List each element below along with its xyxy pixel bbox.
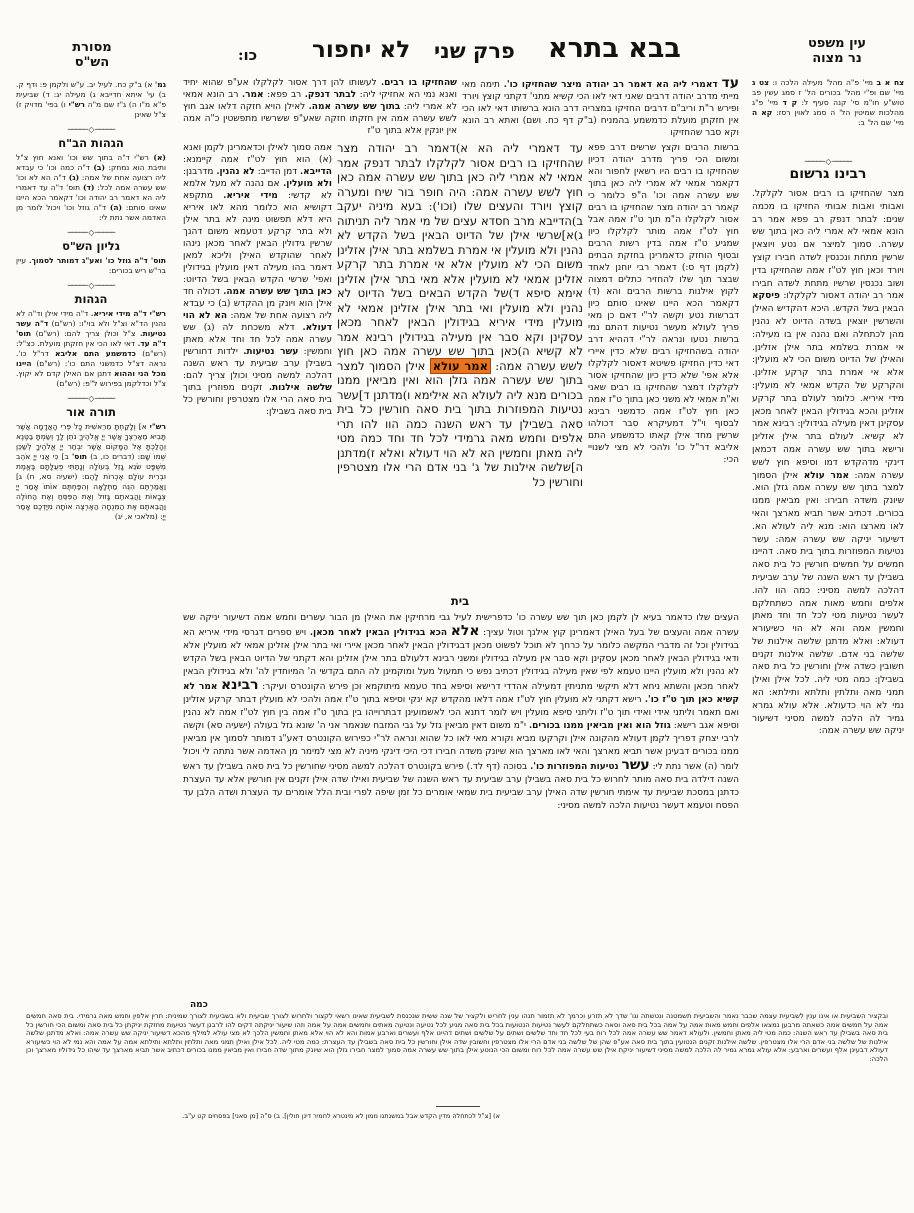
lemma: בתוך שש עשרה אמה. [308, 102, 401, 112]
text-run: מיי' שם ופ"י מהל' בכורים הל' ז סמג עשין פב טוש"ע חו"מ סי' קנה סעיף ל: [752, 88, 904, 107]
hagahot-habach-text [16, 153, 166, 223]
lemma: רש"י [149, 422, 166, 431]
text-run: דתנן אם האילן קדם לא יקוץ. צ"ל וכדלקמן בפירוש ל"פ: (רש"ם) [16, 369, 166, 388]
lemma: נטיעות המפוזרות כו'. [530, 762, 619, 772]
text-run: רב הונא אמאי לא אמרי ליה: [183, 90, 457, 112]
rashbam-top-block [183, 77, 457, 140]
lemma: גוזל הוא ואין מביאין ממנו בכורים. [529, 721, 671, 731]
text-run: מצר שהחזיקו בו רבים אסור לקלקל. ואבותי ואבות אבותי החזיקו בו מכמה שנים: לבתר דנפק רב פפא אמר רב הונא אמאי לא אמרי ליה כאן בתוך שש עשרה. סמוך למיצר אם נטע ויוצאין שרשין מתחת ונכנסין לשדה חבירו קוצץ ויורד וכאן חוץ לט"ז אמה שהחזיקו בדין ושוב נכנסין שרשיו מתחת לשדה חבירו אמר רב יהודה דאסור לקלקלו: [752, 189, 904, 302]
hagahot-habach-title: הגהות הב"ח [58, 136, 124, 150]
lemma: (ד) [82, 183, 95, 192]
perek-number: פרק שני [434, 38, 515, 63]
text-run: א) ב"ק כח. לעיל יב. ע"ש ולקמן פ: ודף ק. ב) עי' איתא חדייבא ג) מעילה יג: ד) שביעית פ"א מ"ו ה) ג"ז שם מ"ה [16, 80, 166, 109]
text-run: דמן הדייב: [257, 167, 298, 177]
lemma: אמר עולא [803, 470, 850, 481]
hagahot-text [16, 309, 166, 389]
lemma: הדייבא. [300, 167, 332, 177]
perek-name: לא יחפור [312, 36, 411, 63]
lemma: (ב) [93, 163, 106, 172]
lemma: צט ג [752, 78, 770, 87]
lemma: כאן בתוך שש עשרה אמה. [223, 287, 332, 297]
catchword: כמה [190, 1000, 208, 1010]
torah-or-title: תורה אור [66, 405, 116, 419]
text-run: העצים שלו כדאמר בעיא לן לקמן כאן תוך שש עשרה כו' כדפרישית לעיל גבי מרחיקין את האילן מן הבור עשרים וחמש אמה דשיעור יניקה שש עשרה אמה והעצים של בעל האילן דאמרינן קוץ אילנך וטול עציך: [183, 613, 739, 638]
text-run: לעשותו להן דרך אסור לקלקלו אע"פ שהוא יחיד ואנא נמי הא אחזיקי ליה: [183, 78, 457, 100]
text-run: רב פפא: [267, 90, 302, 100]
gemara-column [337, 141, 583, 593]
lemma: הא לא הוי דעולא. [183, 311, 332, 333]
text-run: ויש ספרים דגרסי מידי איריא הא בגידולין וכל זה מדברי המקשה כלומר על כרחך לא תוכל לפשוט מכאן דבגידולין הבאין לאחר מכאן איירי ואי בתר אילן אזלינן אמאי לא מועלין אלא ודאי בגידולין הבאין לאחר מכאן עסקינן וקא סבר אין מעילה בגידולין ומשני רבינא דלעולם בתר אילן אזלינן והא דקתני של הדיוט הבאין בשל הקדש לא נהנין ולא מועלין היינו טעמא לפי שאין מעילה בגידולין דכתיב נפש כי תמעול מעל ומוקמינן לה התם בקדשי ה' המיוחדין לה' ולא בגידולין הבאין לאחר מכאן והשתא ניחא דלא תיקשי מתניתין דמעילה אהדדי דרישא וסיפא בחד טעמא מיתוקמא וכן פירש הקונטרס ועיקר: [183, 628, 739, 692]
text-run: עיין בר"ש ריש בכורים: [16, 256, 166, 275]
text-run: ד"ה כמה וכו' כי עבדא ליה רצועה אחת של אמה: [16, 163, 166, 182]
lemma: תוס' ד"ה גוזל כו' ואע"ג דמותר לסמוך. [29, 256, 166, 265]
text-run: מיי' פ"ה מהל' מעילה הלכה ו: [772, 78, 874, 87]
lemma: ק ד [782, 98, 798, 107]
lemma: תוס' ד"ה עד. [16, 329, 166, 348]
tosafot-lower-block [183, 612, 739, 1000]
section-ornament [752, 157, 904, 166]
lemma: (ה) [109, 203, 123, 212]
gemara-last-word: בית [450, 594, 470, 608]
text-run: י"מ משום דאין מביאין גזל על גבי המזבח שנאמר אני ה' שונא גזל בעולה (ישעיה סא) וקשה לרבי יצחק דפריך לקמן דעולא מהקונה אילן וקרקעו מביא וקורא מאי לאו כל שהוא ונראה לר"י כפירוש הקונטרס דאע"ג דמותר לסמוך אין מביאין ממנו בכורים דבעינן אשר תביא מארצך והאי לאו מארצך הוא שיונק משדה חבירו דכי היכי דינקי מיניה לא מצי למימר מן האדמה אשר נתתה לי ויכול לומר (ה) אשר נתת לי: [183, 721, 739, 772]
lemma: דאמרי ליה הא דאמר רב יהודה מיצר שהחזיקו כו'. [503, 80, 718, 90]
lemma: עשר נטיעות. [243, 347, 299, 357]
text-run: אילן הסמוך למצר בתוך שש עשרה אמה גזלן הוא. שיונק משדה חבירו: ואין מביאין ממנו בכורים. דכתיב אשר תביא מארצך והאי לאו מארצו הוא: מנא ליה לעולא הא. דשיעור יניקה שש עשרה אמה: עשר נטיעות המפוזרות בתוך בית סאה. דהיינו חמשים על חמשים חורשין כל בית סאה בשבילן עד ראש השנה של ערב שביעית דהלכה למשה מסיני: כמה הוו להו. אלפים וחמש מאות אמה כשתחלקם לעשר נטיעות מטי לכל חד וחד מאתן וחמשין אמה והא לא הוי כשיעורא דעולא: ואלא מדתנן שלשה אילנות של שלשה בני אדם. שלשה אילנות זקנים חשובין כשדה אילן וחורשין כל בית סאה בשבילן: כמה מטי ליה. לכל אילן ואילן תמני מאה ותלתין ותלתא ותילתא: הא נמי לא הוי כדעולא. אלא עולא גמרא גמיר לה הלכה למשה מסיני דשיעור יניקה שש עשרה אמה: [752, 470, 904, 737]
text-run: תימה מאי מייתי מדרב יהודה דרבים שאני דאי לאו הכי קשיא מתני' דקתני קוצץ ויורד ופירש ר"ת וריב"ם דרבים החזיקו במצריה דרב הונא ברשותו דאי לאו הכי אין חזקתן מועלת כדמשמע בהמניח (ב"ק דף כח. ושם) ואתא רב הונא וקא סבר שהחזיקו [462, 80, 739, 138]
tosafot-top-block [462, 77, 739, 140]
daf-number: כו: [238, 46, 258, 64]
text-run: אילן הסמוך למצר בתוך שש עשרה אמה גזלן הוא ואין מביאין ממנו בכורים מנא ליה לעולא הא אילימא ו)מדתנן ד]עשר נטיעות המפוזרות בתוך בית סאה חורשין כל בית סאה בשבילן עד ראש השנה כמה הוו להו תרי אלפים וחמש מאה גרמידי לכל חד וחד כמה מטי ליה מאתן וחמשין הא לא הוי דעולא ואלא ז)מדתנן ה]שלשה אילנות של ג' בני אדם הרי אלו מצטרפין וחורשין כל [337, 358, 583, 489]
lemma: לבתר דנפק. [304, 90, 357, 100]
text-run: ילדות דחורשין בשבילן ערב שביעית עד ראש השנה דהלכה למשה מסיני וכולן צריך להם: [183, 347, 332, 381]
hagahot-title: הגהות [74, 292, 108, 306]
lemma: רש"י ד"ה מידי איריא. [90, 309, 166, 318]
gilyon-hashas-text [16, 256, 166, 276]
lemma: ולא מועלין. [283, 179, 332, 189]
lemma: רש"י [68, 100, 85, 109]
lemma: לא נהנין. [216, 167, 255, 177]
text-run: אם נהנה לא מעל אלמא לא קדשי: [183, 179, 332, 201]
lemma: קא ה [752, 108, 773, 117]
text-run: בסוכה (דף לד.) פירש בקונטרס דהלכה למשה מסיני שחורשין כל בית סאה בשבילן עד ראש השנה דילדה בית סאה מותר לחרוש כל בית סאה בשבילן ערב שביעית עד ראש השנה של שביעית ואילו שדה אילן זקנים אין חורשין אלא עד העצרת כדתנן במסכת שביעית עד אימתי חורשין שדה האילן ערב שביעית בית שמאי אומרים כל זמן שיפה לפרי ובית הלל אומרים עד העצרת ושדה הלבן עד הפסח וטעמא דעשר נטיעות הלכה למשה מסיני: [183, 762, 739, 811]
lemma: (א) [153, 153, 166, 162]
lemma: תוס' [71, 452, 88, 461]
section-ornament [16, 125, 166, 134]
lemma: כדמשמע התם אליבא [55, 349, 136, 358]
text-run: צ"ל וכולן צריך להם: (רש"ם) [35, 329, 136, 338]
text-run: ד"ה גוזל וכו' ויכול לומר מן האדמה אשר נתת לי: [16, 203, 166, 222]
text-run: מיי' פ"ג מהלכות שמיטין הל' ה סמג לאוין רסז: [752, 98, 904, 117]
text-run: רישא דקתני לא מועלין חוץ לט"ז אמה דלאו מהקדש קא ינקי וסיפא בתוך ט"ז אמה ולהכי לא מועלין דבתר קרקע אזלינן ואם תאמר וליתני אידי ואידי תוך ט"ז וליתני סיפא מועלין ויש לומר דתנא הכי לאשמועינן דבתרוייהו בין בתוך ט"ז אמה בין חוץ לט"ז אמה לא נהנין וסיפא אגב רישא: [183, 695, 739, 731]
mesorat-hashas-title: מסורת הש"ס [72, 40, 112, 70]
text-run: ג] וַאֲמַרְתֶּם הִנֵּה מַתְּלָאָה וְהִפַּחְתֶּם אוֹתוֹ אָמַר יְיָ צְבָאוֹת וַהֲבֵאתֶם גָּזוּל וְאֶת הַפִּסֵּחַ וְאֶת הַחוֹלֶה וַהֲבֵאתֶם אֶת הַמִּנְחָה הַאֶרְצֶה אוֹתָהּ מִיֶּדְכֶם אָמַר יְיָ: (מלאכי א, יג) [16, 472, 166, 521]
lemma-initial-word: אלא [450, 623, 480, 639]
text-run: ו) בפי' מדויק ז) צ"ל שאינן [16, 100, 166, 119]
lemma: פיסקא [752, 291, 780, 302]
tosafot-column [588, 142, 739, 610]
lemma: אמר. [241, 90, 264, 100]
text-run: ברשות הרבים וקצץ שרשים דרב פפא ומשום הכי פריך מדרב יהודה דכיון שהחזיקו בו רבים היו רשאין לחפור והא דקאמר אמאי לא אמרי ליה כאן בתוך שש עשרה אמה וכו' ה"פ כלומר כי קאמר רב יהודה מצר שהחזיקו בו רבים אסור לקלקלו ה"מ תוך ט"ז אמה אבל חוץ לט"ז אמה מותר לקלקלו כיון שמגיע ט"ז אמה בדין רשות הרבים ובסוף הוחזק כדאמרינן בחזקת הבתים (לקמן דף ס:) דאמר רבי יוחנן לאחד שבצר תוך שלו להחזיר כתלים דמצוה לקוץ אילנות ברשות הרבים והא (ד) דקאמר הכא היינו שאינו סותם כיון דברשות נטע וקשה לר"י דאם כן מאי פריך לעולא מעשר נטיעות דהתם נמי ברשות נטעו ונראה לר"י דההיא דרב יהודה בשהחזיקו רבים שלא כדין איירי דאי כדין החזיקו פשיטא דאסור לקלקלו אלא אפי' שלא כדין כיון שהחזיקו אסור לקלקלו דמצר שהחזיקו בו רבים שאני וא"ת אמאי לא משני כאן בתוך ט"ז אמה כאן חוץ לט"ז אמה כדמשני רבינא לבסוף וי"ל דמעיקרא סבר דכולהו שרשין מחד אילן קאתו כדמשמע התם אליבא דר"ל כו' ולהכי לא מצי לשנויי הכי: [588, 143, 739, 465]
footnote-divider [436, 1106, 480, 1107]
text-run: ב] כִּי אֲנִי יְיָ אֹהֵב מִשְׁפָּט שֹׂנֵא גָזֵל בְּעוֹלָה וְנָתַתִּי פְעֻלָּתָם בֶּאֱמֶת וּבְרִית עוֹלָם אֶכְרוֹת לָהֶם: (ישעיה סא, ח) [16, 452, 166, 481]
mesorat-hashas-entries [16, 80, 166, 120]
masechta-title: בבא בתרא [548, 33, 681, 64]
lemma: צח א ב [876, 78, 904, 87]
text-run: דאי לאו הכי אין חזקתן מועלת. כצ"ל: (רש"ם) [16, 339, 166, 358]
lemma: שהחזיקו בו רבים. [381, 78, 457, 88]
text-run: תוס' ד"ה עד דאמרי ליה הא דאמר רב יהודה וכו' דקאמר הכא היינו שאינו סותם: [16, 183, 166, 212]
lemma-initial-word: עשר [621, 757, 650, 773]
text-run: רש"י ד"ה בתוך שש וכו' ואנא חוץ צ"ל ותיבת הוא נמחק: [16, 153, 166, 172]
text-run: ד"ה הא לא וכו' שש עשרה אמה לכל: [16, 173, 166, 192]
lemma-initial-word: עד [721, 77, 739, 91]
text-run: מדרבנן: [183, 167, 214, 177]
lemma: ד"ה עשר נטיעות. [16, 319, 166, 338]
lemma: גמ' [154, 80, 166, 89]
text-run: לאילן הויא חזקה דלאו אגב חוץ לשש עשרה אמה אין חזקתו חזקה שאע"פ ששרשיו מתפשטין כ"ה אמה אין יונקין אלא בתוך ט"ז [183, 102, 457, 136]
footnote-line: א) [צ"ל לכתחלה מדין הקדש אבל במשנתנו ממון לא מינטרא לחמיר דינן חולין]. ב) ס"ה [מן סאני] בפסחים קט ע"ב. [182, 1112, 500, 1120]
text-run: הבאין בשל הקדש. היכא דהקדיש האילן והשרשין יוצאין בשדה הדיוט לא נהנין מהן לכתחלה ואם נהנה אין בו מעילה: אי אמרת בשלמא בתר אילן אזלינן. והאילן של הדיוט משום הכי לא מועלין: אלא אי אמרת בתר קרקע אזלינן. והקרקע של הקדש אמאי לא מועלין: מידי איריא. כלומר לעולם בתר קרקע אזלינן והכא בגידולין הבאין לאחר מכאן עסקינן דאין מעילה בגידולין: רבינא אמר לא קשיא. לעולם בתר אילן אזלינן ורישא בתוך שש עשרה אמה דכמאן דינקי מדהקדש דמו וסיפא חוץ לשש עשרה אמה: [752, 304, 904, 481]
text-run: זקנים מפוזרין בתוך בית סאה הרי אלו מצטרפין וחורשין כל בית סאה בשבילן: [183, 383, 332, 417]
lemma-initial-word: רבינא [221, 677, 259, 693]
bottom-commentary-block: ובקציר השביעית או אינו ענין לשביעית עצמה שכבר נאמר והשביעית תשמטנה ונטשתה וגו' שדך לא תזרע וכרמך לא תזמור תנהו ענין לחריש ולקציר של שנה ששית שנכנסת לשביעית שאינו רשאי לקצור ולחרוש לצורך שביעית ולא בשביעית לצורך שמינית: תרין אלפין וחמש מאה גרמידי. בית סאה חמשים אמה על חמשים אמה כשאתה מרבען נמצאו אלפים וחמש מאות אמה על אמה בכל בית סאה וסאה כשתחלקם לעשר נטיעות הנטועות בכל בית סאה מגיע לכל נטיעה ונטיעה מאתים וחמשים אמה על אמה וזהו שיעור יניקתה דקים להו לרבנן דעשר נטיעות מחזקת יניקתן כל בית סאה ומשום הכי חורשין כל בית סאה בשבילן עד ראש השנה: כמה מטי ליה מאתן וחמשין. ולעולא דאמר שש עשרה אמה לכל רוח בעי לכל חד וחד שלשים ושתים על שלשים ושתים דהיינו אלף ועשרים וארבע אמות והא לא הוי אלא מאתן וחמשין הלכך לא מצי עולא למילף מהכא דשיעור יניקה שש עשרה אמה: ואלא מדתנן שלשה אילנות של שלשה בני אדם הרי אלו מצטרפין. שלשה אילנות זקנים הנטועין בתוך בית סאה אע"פ שהן של שלשה בני אדם הרי אלו מצטרפין וחשובין שדה אילן וחורשין כל בית סאה בשבילן עד העצרת: כמה מטי ליה. לכל אילן ואילן תמני מאה ותלתין ותלתא ותילתא אמה על אמה והא נמי לא הוי כשיעורא דעולא דבעינן אלף ועשרים וארבע: אלא עולא גמרא גמיר לה הלכה למשה מסיני דשיעור יניקת אילן שש עשרה אמה לכל רוח ומשום הכי הנוטע אילן בתוך שש עשרה אמה סמוך למצר חבירו גזלן הוא שיונק מתוך שדה חבירו ואין מביאין ממנו בכורים דכתיב אשר תביא מארצך עד שיהו כל גידוליו מארצך וכן הלכה: [26, 1012, 888, 1063]
text-run: דר"ל כו'. נראה דצ"ל כדמשני התם כו': (רש"ם) [16, 349, 166, 368]
text-run: ד"ה מידי אילן וד"ה לא נהנין הד"א וצ"ל ולא בוי"ו: (רש"ם) [16, 309, 166, 328]
text-run: דכולה חד אילן הוא ויונק מן ההקדש (ב) כי עבדא ליה רצועה אחת של אמה: [183, 287, 332, 321]
left-gloss-column [16, 80, 166, 1015]
rabbeinu-gershom-title: רבינו גרשום [789, 166, 867, 182]
lemma: הכא בגידולין הבאין לאחר מכאן. [309, 628, 448, 638]
lemma: היינו מכל הני וההוא [16, 359, 166, 378]
gilyon-hashas-title: גליון הש"ס [62, 239, 120, 253]
lemma: (ג) [68, 173, 80, 182]
rabbeinu-gershom-text [752, 188, 904, 1004]
text-run: א] וְלָקַחְתָּ מֵרֵאשִׁית כָּל פְּרִי הָאֲדָמָה אֲשֶׁר תָּבִיא מֵאַרְצְךָ אֲשֶׁר יְיָ אֱלֹהֶיךָ נֹתֵן לָךְ וְשַׂמְתָּ בַטֶּנֶא וְהָלַכְתָּ אֶל הַמָּקוֹם אֲשֶׁר יִבְחַר יְיָ אֱלֹהֶיךָ לְשַׁכֵּן שְׁמוֹ שָׁם: (דברים כו, ב) [16, 422, 166, 461]
lemma: אמר לא קשיא כאן תוך ט"ז כו'. [183, 682, 739, 705]
lemma: מידי איריא. [223, 191, 278, 201]
section-ornament [16, 281, 166, 290]
text-run: דלא משכחת לה (ג) שש עשרה אמה לכל חד וחד אלא מאתן וחמשין: [183, 323, 332, 357]
section-ornament [16, 394, 166, 403]
highlighted-word[interactable]: אמר עולא [430, 358, 491, 374]
text-run: מתקפא דקושיא הוא כלומר מהא לאו איריא היא דלא תפשוט מינה לא בתר אילן ולא בתר קרקע דטעמא משום דהנך שרשין גידולין הבאין לאחר מכאן נינהו לאחר שהוקדש האילן וליכא למאן דאמר בהו מעילה דאין מועלין בגידולין ואפי' שרשי הקדש הבאין בשל הדיוט: [183, 191, 332, 285]
rashbam-column [183, 142, 332, 610]
lemma: שלשה אילנות. [268, 383, 332, 393]
text-run: עד דאמרי ליה הא א)דאמר רב יהודה מצר שהחזיקו בו רבים אסור לקלקלו לבתר דנפק אמר אמאי לא אמרי ליה כאן בתוך שש עשרה אמה כאן חוץ לשש עשרה אמה: היה חופר בור שיח ומערה קוצץ ויורד והעצים שלו (וכו'): בעא מיניה יעקב ב)הדייבא מרב חסדא עצים של מי אמר ליה תניתוה ג)א]שרשי אילן של הדיוט הבאין בשל הקדש לא נהנין ולא מועלין אי אמרת בשלמא בתר אילן אזלינן משום הכי לא מועלין אלא אי אמרת בתר קרקע אזלינן אמאי לא מועלין אלא מאי בתר אילן אזלינן אימא סיפא ד)של הקדש הבאים בשל הדיוט לא נהנין ולא מועלין ואי בתר אילן אזלינן אמאי לא מועלין מידי איריא בגידולין הבאין לאחר מכאן עסקינן וקא סבר אין מעילה בגידולין רבינא אמר לא קשיא ה)כאן בתוך שש עשרה אמה כאן חוץ לשש עשרה אמה: [337, 141, 583, 373]
text-run: מיי' שם הל' ב: [857, 118, 904, 127]
text-run: אמה סמוך לאילן וכדאמרינן לקמן ואנא (א) הוא חוץ לט"ז אמה קיימנא: [183, 143, 332, 165]
ein-mishpat-title: עין משפט נר מצוה [807, 36, 867, 66]
section-ornament [16, 228, 166, 237]
ein-mishpat-entries [752, 78, 904, 156]
torah-or-text [16, 422, 166, 522]
